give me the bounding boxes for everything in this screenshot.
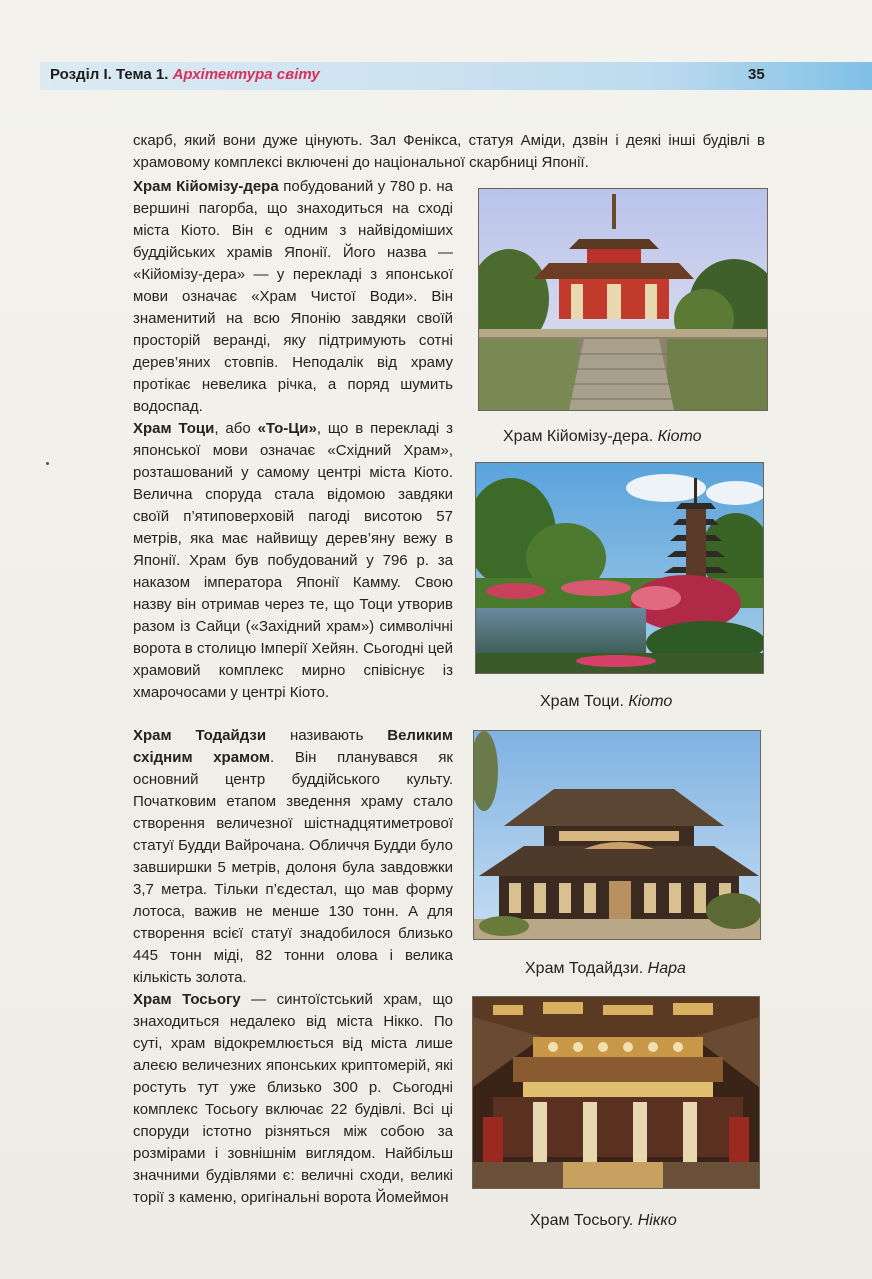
caption-todaiji-name: Храм Тодайдзи. <box>525 960 648 977</box>
photo-todaiji <box>473 730 761 940</box>
caption-toshogu <box>530 1212 677 1230</box>
page-speck <box>46 462 49 465</box>
term-toji-alt: «То-Ци» <box>257 420 317 437</box>
topic-title: Архітектура світу <box>172 66 320 83</box>
caption-toji-city: Кіото <box>628 693 673 710</box>
caption-kiyomizu <box>503 428 702 446</box>
text-toji: , що в перекладі з японської мови означає «Східний Храм», розташований у самому центрі міста Кіото. Велична споруда стала відомою завдяки своїй п’ятиповерховій пагоді висотою 57 метрів, яка має найвищу дерев’яну вежу в Японії. Храм був побудований у 796 р. за наказом імператора Японії Камму. Свою назву він отримав через те, що Тоци утворив разом із Сайци («Західний храм») символічні ворота в столицю Імперії Хейян. Сьогодні цей храмовий комплекс мирно співіснує із хмарочосами у центрі Кіото. <box>133 420 453 701</box>
connector-todaiji: називають <box>266 727 388 744</box>
caption-todaiji-city: Нара <box>647 960 686 977</box>
paragraph-todaiji <box>133 725 453 989</box>
paragraph-toshogu <box>133 989 453 1209</box>
caption-kiyomizu-name: Храм Кійомізу-дера. <box>503 428 658 445</box>
term-toji: Храм Тоци <box>133 420 215 437</box>
page-number: 35 <box>748 66 765 83</box>
paragraph-kiyomizu <box>133 176 453 418</box>
section-label: Розділ І. Тема 1. <box>50 66 169 83</box>
term-toshogu: Храм Тосьогу <box>133 991 241 1008</box>
caption-kiyomizu-city: Кіото <box>657 428 702 445</box>
term-todaiji-alt: Великим східним храмом <box>133 727 453 766</box>
caption-todaiji <box>525 960 686 978</box>
photo-toji <box>475 462 764 674</box>
caption-toshogu-city: Нікко <box>637 1212 677 1229</box>
text-todaiji: . Він планувався як основний центр буддійського культу. Початковим етапом зведення храму стало створення величезної шістнадцятиметрової статуї Будди Вайрочана. Обличчя Будди було завширшки 5 метрів, долоня була завдовжки 3,7 метра. Тільки п’єдестал, що мав форму лотоса, важив не менше 130 тонн. А для створення всієї статуї знадобилося близько 445 тонн міді, 82 тонни олова і велика кількість золота. <box>133 749 453 986</box>
term-kiyomizu: Храм Кійомізу-дера <box>133 178 279 195</box>
term-todaiji: Храм Тодайдзи <box>133 727 267 744</box>
caption-toji-name: Храм Тоци. <box>540 693 629 710</box>
running-header <box>50 66 320 83</box>
paragraph-toji <box>133 418 453 704</box>
photo-kiyomizu-dera <box>478 188 768 411</box>
text-kiyomizu: побудований у 780 р. на вершині пагорба, що знаходиться на сході міста Кіото. Він є одним з найвідоміших буддійських храмів Японії. Його назва — «Кійомізу-дера» — у перекладі з японської мови означає «Храм Чистої Води». Він знаменитий на всю Японію завдяки своїй просторій веранді, яку підтримують сотні дерев’яних стовпів. Неподалік від храму протікає невелика річка, а поряд шумить водоспад. <box>133 178 453 415</box>
intro-paragraph: скарб, який вони дуже цінують. Зал Фенікса, статуя Аміди, дзвін і деякі інші будівлі в храмовому комплексі включені до національної скарбниці Японії. <box>133 132 765 171</box>
photo-toshogu <box>472 996 760 1189</box>
caption-toji <box>540 693 672 711</box>
connector-toji: , або <box>214 420 258 437</box>
caption-toshogu-name: Храм Тосьогу. <box>530 1212 638 1229</box>
text-toshogu: — синтоїстський храм, що знаходиться недалеко від міста Нікко. По суті, храм відокремлюється від міста лише алеєю величезних японських криптомерій, які ростуть тут уже близько 300 р. Сьогодні комплекс Тосьогу включає 22 будівлі. Всі ці споруди істотно різняться між собою за розмірами і зовнішнім виглядом. Найбільш значними будівлями є: величні сходи, великі торії з каменю, оригінальні ворота Йомеймон <box>133 991 453 1206</box>
